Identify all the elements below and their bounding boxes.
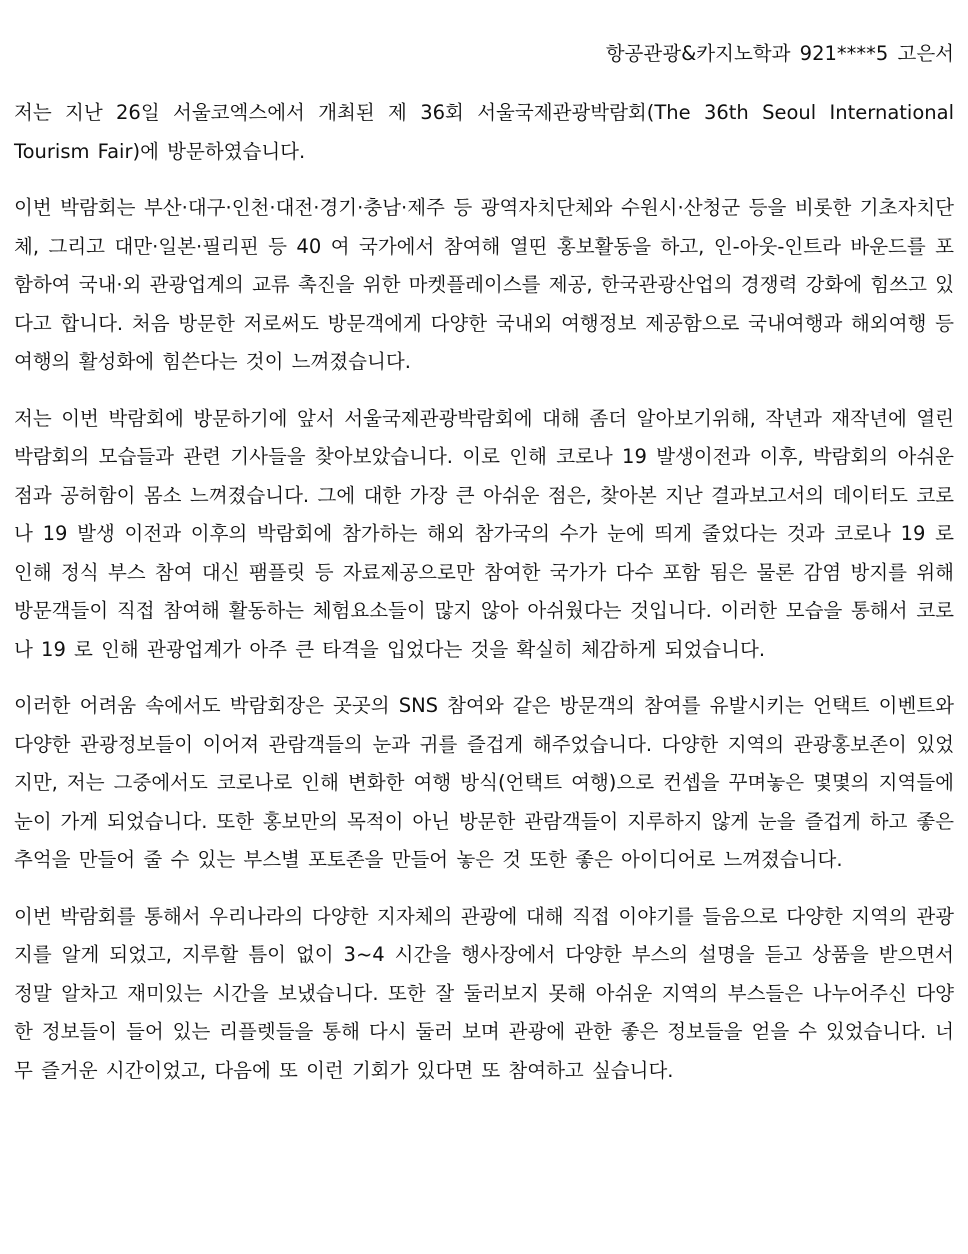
paragraph-conclusion: 이번 박람회를 통해서 우리나라의 다양한 지자체의 관광에 대해 직접 이야기를 들음으로 다양한 지역의 관광지를 알게 되었고, 지루할 틈이 없이 3~4 시간을 행사장에서 다양한 부스의 설명을 듣고 상품을 받으면서 정말 알차고 재미있는 시간을 보냈습니다. 또한 잘 둘러보지 못해 아쉬운 지역의 부스들은 나누어주신 다양한 정보들이 들어 있는 리플렛들을 통해 다시 둘러 보며 관광에 관한 좋은 정보들을 얻을 수 있었습니다. 너무 즐거운 시간이었고, 다음에 또 이런 기회가 있다면 또 참여하고 싶습니다. [14,904,954,1082]
paragraph-untact-events: 이러한 어려움 속에서도 박람회장은 곳곳의 SNS 참여와 같은 방문객의 참여를 유발시키는 언택트 이벤트와 다양한 관광정보들이 이어져 관람객들의 눈과 귀를 즐겁게 해주었습니다. 다양한 지역의 관광홍보존이 있었지만, 저는 그중에서도 코로나로 인해 변화한 여행 방식(언택트 여행)으로 컨셉을 꾸며놓은 몇몇의 지역들에 눈이 가게 되었습니다. 또한 홍보만의 목적이 아닌 방문한 관람객들이 지루하지 않게 눈을 즐겁게 하고 좋은 추억을 만들어 줄 수 있는 부스별 포토존을 만들어 놓은 것 또한 좋은 아이디어로 느껴졌습니다. [14,694,954,871]
paragraph-intro: 저는 지난 26일 서울코엑스에서 개최된 제 36회 서울국제관광박람회(The 36th Seoul International Tourism Fair)에 방문하였습니다. [14,101,954,163]
author-info: 항공관광&카지노학과 921****5 고은서 [605,42,954,65]
paragraph-covid-impact: 저는 이번 박람회에 방문하기에 앞서 서울국제관광박람회에 대해 좀더 알아보기위해, 작년과 재작년에 열린 박람회의 모습들과 관련 기사들을 찾아보았습니다. 이로 인해 코로나 19 발생이전과 이후, 박람회의 아쉬운 점과 공허함이 몸소 느껴졌습니다. 그에 대한 가장 큰 아쉬운 점은, 찾아본 지난 결과보고서의 데이터도 코로나 19 발생 이전과 이후의 박람회에 참가하는 해외 참가국의 수가 눈에 띄게 줄었다는 것과 코로나 19 로 인해 정식 부스 참여 대신 팸플릿 등 자료제공으로만 참여한 국가가 다수 포함 됨은 물론 감염 방지를 위해 방문객들이 직접 참여해 활동하는 체험요소들이 많지 않아 아쉬웠다는 것입니다. 이러한 모습을 통해서 코로나 19 로 인해 관광업계가 아주 큰 타격을 입었다는 것을 확실히 체감하게 되었습니다. [14,406,954,661]
paragraph-fair-overview: 이번 박람회는 부산·대구·인천·대전·경기·충남·제주 등 광역자치단체와 수원시·산청군 등을 비롯한 기초자치단체, 그리고 대만·일본·필리핀 등 40 여 국가에서 참여해 열띤 홍보활동을 하고, 인-아웃-인트라 바운드를 포함하여 국내·외 관광업계의 교류 촉진을 위한 마켓플레이스를 제공, 한국관광산업의 경쟁력 강화에 힘쓰고 있다고 합니다. 처음 방문한 저로써도 방문객에게 다양한 국내외 여행정보 제공함으로 국내여행과 해외여행 등 여행의 활성화에 힘쓴다는 것이 느껴졌습니다. [14,196,954,373]
